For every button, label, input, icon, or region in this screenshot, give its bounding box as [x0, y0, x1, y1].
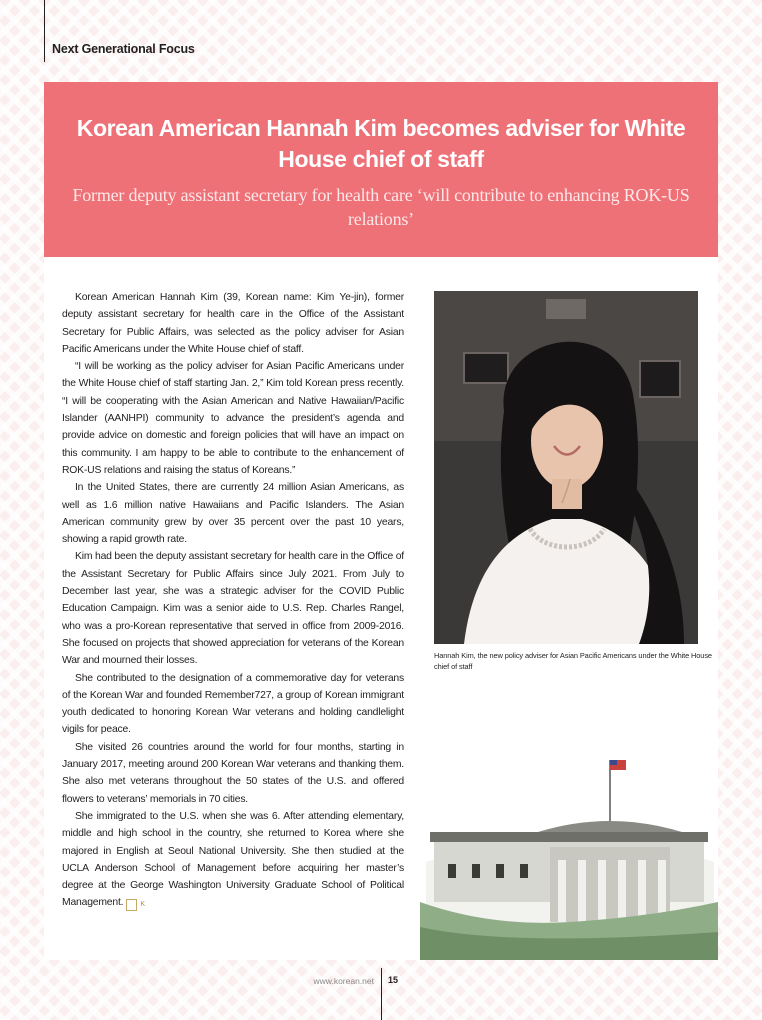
white-house-illustration	[420, 752, 718, 960]
headline: Korean American Hannah Kim becomes adviser for White House chief of staff	[76, 115, 686, 172]
body-paragraph: Korean American Hannah Kim (39, Korean name: Kim Ye-jin), former deputy assistant secretary for health care in the Office of the Assistant Secretary for Public Affairs, was selected as the policy adviser for Asian Pacific Americans under the White House chief of staff.	[62, 292, 404, 355]
article-body	[62, 289, 404, 912]
section-label: Next Generational Focus	[52, 42, 195, 56]
body-paragraph: She contributed to the designation of a commemorative day for veterans of the Korean War and founded Remember727, a group of Korean immigrant youth dedicated to honoring Korean War veterans and holding candlelight vigils for peace.	[62, 672, 404, 736]
footer-rule	[381, 968, 382, 1020]
end-mark-icon: K	[126, 899, 137, 911]
body-paragraph	[62, 808, 404, 912]
body-paragraph: “I will be working as the policy adviser for Asian Pacific Americans under the White House chief of staff starting Jan. 2,” Kim told Korean press recently. “I will be cooperating with the Asian American and Native Hawaiian/Pacific Islander (AANHPI) community to advance the president’s agenda and provide advice on domestic and foreign policies that will have an impact on this community. I am happy to be able to contribute to the enhancement of ROK-US relations and raising the status of Koreans.”	[62, 361, 404, 476]
body-paragraph: She visited 26 countries around the world for four months, starting in January 2017, meeting around 200 Korean War veterans and thanking them. She also met veterans throughout the 50 states of the U.S. and offered flowers to veterans’ memorials in 70 cities.	[62, 741, 404, 805]
top-rule	[44, 0, 45, 62]
header-banner	[44, 82, 718, 257]
deck: Former deputy assistant secretary for health care ‘will contribute to enhancing ROK-US relations’	[72, 185, 690, 229]
portrait-illustration	[434, 291, 698, 644]
footer-url: www.korean.net	[313, 976, 374, 986]
body-paragraph-text: She immigrated to the U.S. when she was 6. After attending elementary, middle and high school in the country, she returned to Korea where she majored in English at Seoul National University. She then studied at the UCLA Anderson School of Management before acquiring her master’s degree at the George Washington University Graduate School of Political Management.	[62, 810, 404, 909]
page-number: 15	[388, 975, 399, 985]
body-paragraph: In the United States, there are currently 24 million Asian Americans, as well as 1.6 million native Hawaiians and Pacific Islanders. The Asian American community grew by over 35 percent over the past 10 years, showing a rapid growth rate.	[62, 482, 404, 546]
photo-caption: Hannah Kim, the new policy adviser for Asian Pacific Americans under the White House chief of staff	[434, 651, 712, 671]
portrait-photo	[434, 291, 698, 644]
body-paragraph: Kim had been the deputy assistant secretary for health care in the Office of the Assistant Secretary for Public Affairs since July 2021. From July to December last year, she was a strategic adviser for the COVID Public Education Campaign. Kim was a senior aide to U.S. Rep. Charles Rangel, who was a pro-Korean representative that served in office from 2009-2016. She focused on projects that showed appreciation for veterans of the Korean War and mourned their losses.	[62, 551, 404, 667]
